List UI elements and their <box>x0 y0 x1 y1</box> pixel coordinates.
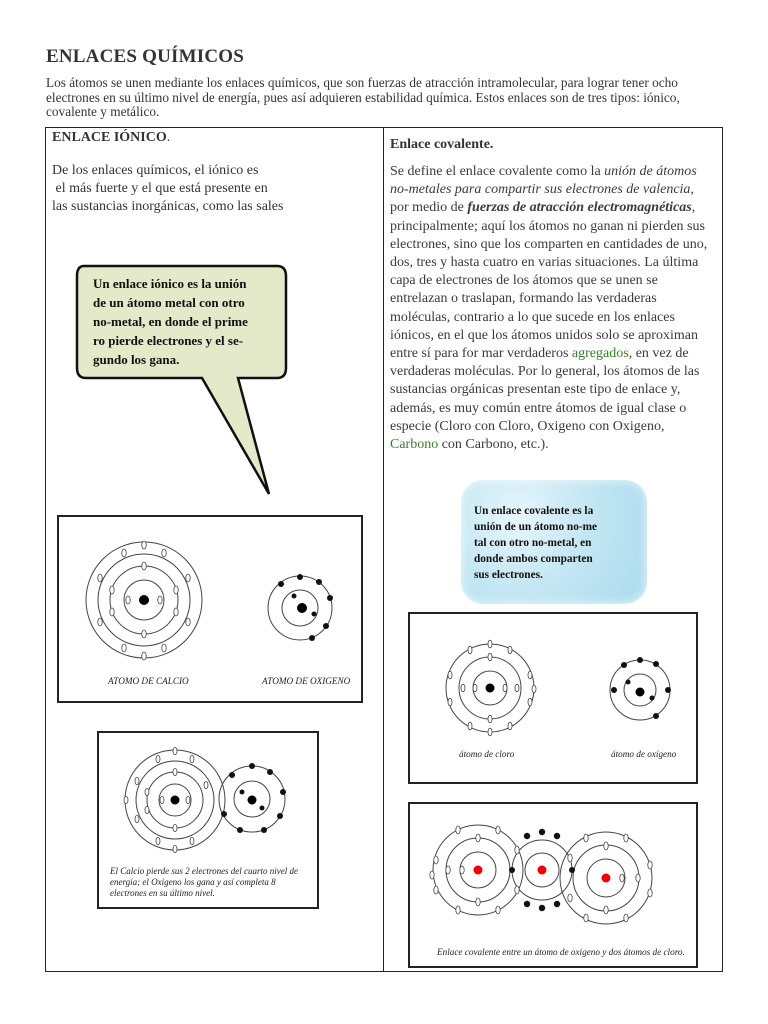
ionic-line: De los enlaces químicos, el iónico es <box>52 163 259 178</box>
bubble-line: Un enlace iónico es la unión <box>93 276 247 291</box>
ionic-line: las sustancias inorgánicas, como las sales <box>52 199 284 214</box>
box-line: unión de un átomo no-me <box>474 521 598 533</box>
box-line: tal con otro no-metal, en <box>474 537 592 549</box>
covalent-text: , por medio de <box>390 182 694 216</box>
intro-paragraph: Los átomos se unen mediante los enlaces químicos, que son fuerzas de atracción intramolecular, para lograr tener ocho electrones en su último nivel de energía, pues así adquieren estabilidad química. Estos enlaces son de tres tipos: iónico, covalente y metálico. <box>46 75 680 119</box>
ionic-heading-dot: . <box>166 130 171 145</box>
box-line: Un enlace covalente es la <box>474 505 594 517</box>
box-line: donde ambos comparten <box>474 553 593 565</box>
bubble-line: gundo los gana. <box>93 352 180 367</box>
caption-oxygen-2: átomo de oxígeno <box>611 749 677 759</box>
bubble-line: no-metal, en donde el prime <box>93 314 248 329</box>
bubble-line: de un átomo metal con otro <box>93 295 245 310</box>
box-line: sus electrones. <box>474 569 543 581</box>
caption-covalent-bond: Enlace covalente entre un átomo de oxigeno y dos átomos de cloro. <box>437 947 685 957</box>
ionic-heading-text: ENLACE IÓNICO <box>52 130 167 145</box>
ionic-definition-bubble <box>93 274 283 369</box>
caption-oxygen: ATOMO DE OXIGENO <box>262 676 351 686</box>
covalent-heading: Enlace covalente. <box>390 137 494 152</box>
covalent-italic: unión de átomos no-metales para compartir sus electrones de valencia <box>390 164 697 198</box>
caption-chlorine: átomo de cloro <box>459 749 515 759</box>
column-divider <box>383 127 384 972</box>
covalent-green-term: agregados <box>571 346 629 362</box>
covalent-text: Se define el enlace covalente como la <box>390 164 605 179</box>
ionic-heading <box>52 130 170 146</box>
covalent-description <box>390 163 715 454</box>
caption-calcium: ATOMO DE CALCIO <box>108 676 189 686</box>
covalent-bold-italic: fuerzas de atracción electromagnéticas <box>467 200 692 216</box>
figure-calcium-oxygen <box>57 515 363 703</box>
ionic-bond-note: El Calcio pierde sus 2 electrones del cuarto nivel de energía; el Oxigeno los gana y así completa 8 electrones en su último nivel. <box>110 866 299 898</box>
ionic-line: el más fuerte y el que está presente en <box>52 181 268 196</box>
bubble-line: ro pierde electrones y el se- <box>93 333 244 348</box>
page-title: ENLACES QUÍMICOS <box>46 46 244 67</box>
figure-covalent-bond <box>408 802 698 968</box>
covalent-text: , principalmente; aquí los átomos no ganan ni pierden sus electrones, sino que los comparten en cantidades de uno, dos, tres y hasta cuatro en varias situaciones. La última capa de electrones de los átomos que se unen se entrelazan o traslapan, formando las verdaderas moléculas, contrario a lo que sucede en los enlaces iónicos, en el que los átomos unidos solo se aproximan entre sí para for mar verdaderos <box>390 200 708 362</box>
covalent-green-term: Carbono <box>390 437 439 453</box>
covalent-text: , en vez de verdaderas moléculas. Por lo general, los átomos de las sustancias orgánicas presentan este tipo de enlace y, además, es muy común entre átomos de igual clase o especie (Cloro con Cloro, Oxigeno con Oxigeno, <box>390 346 700 434</box>
ionic-description <box>52 162 352 216</box>
covalent-definition-text <box>474 503 634 583</box>
covalent-text: con Carbono, etc.). <box>438 437 549 453</box>
